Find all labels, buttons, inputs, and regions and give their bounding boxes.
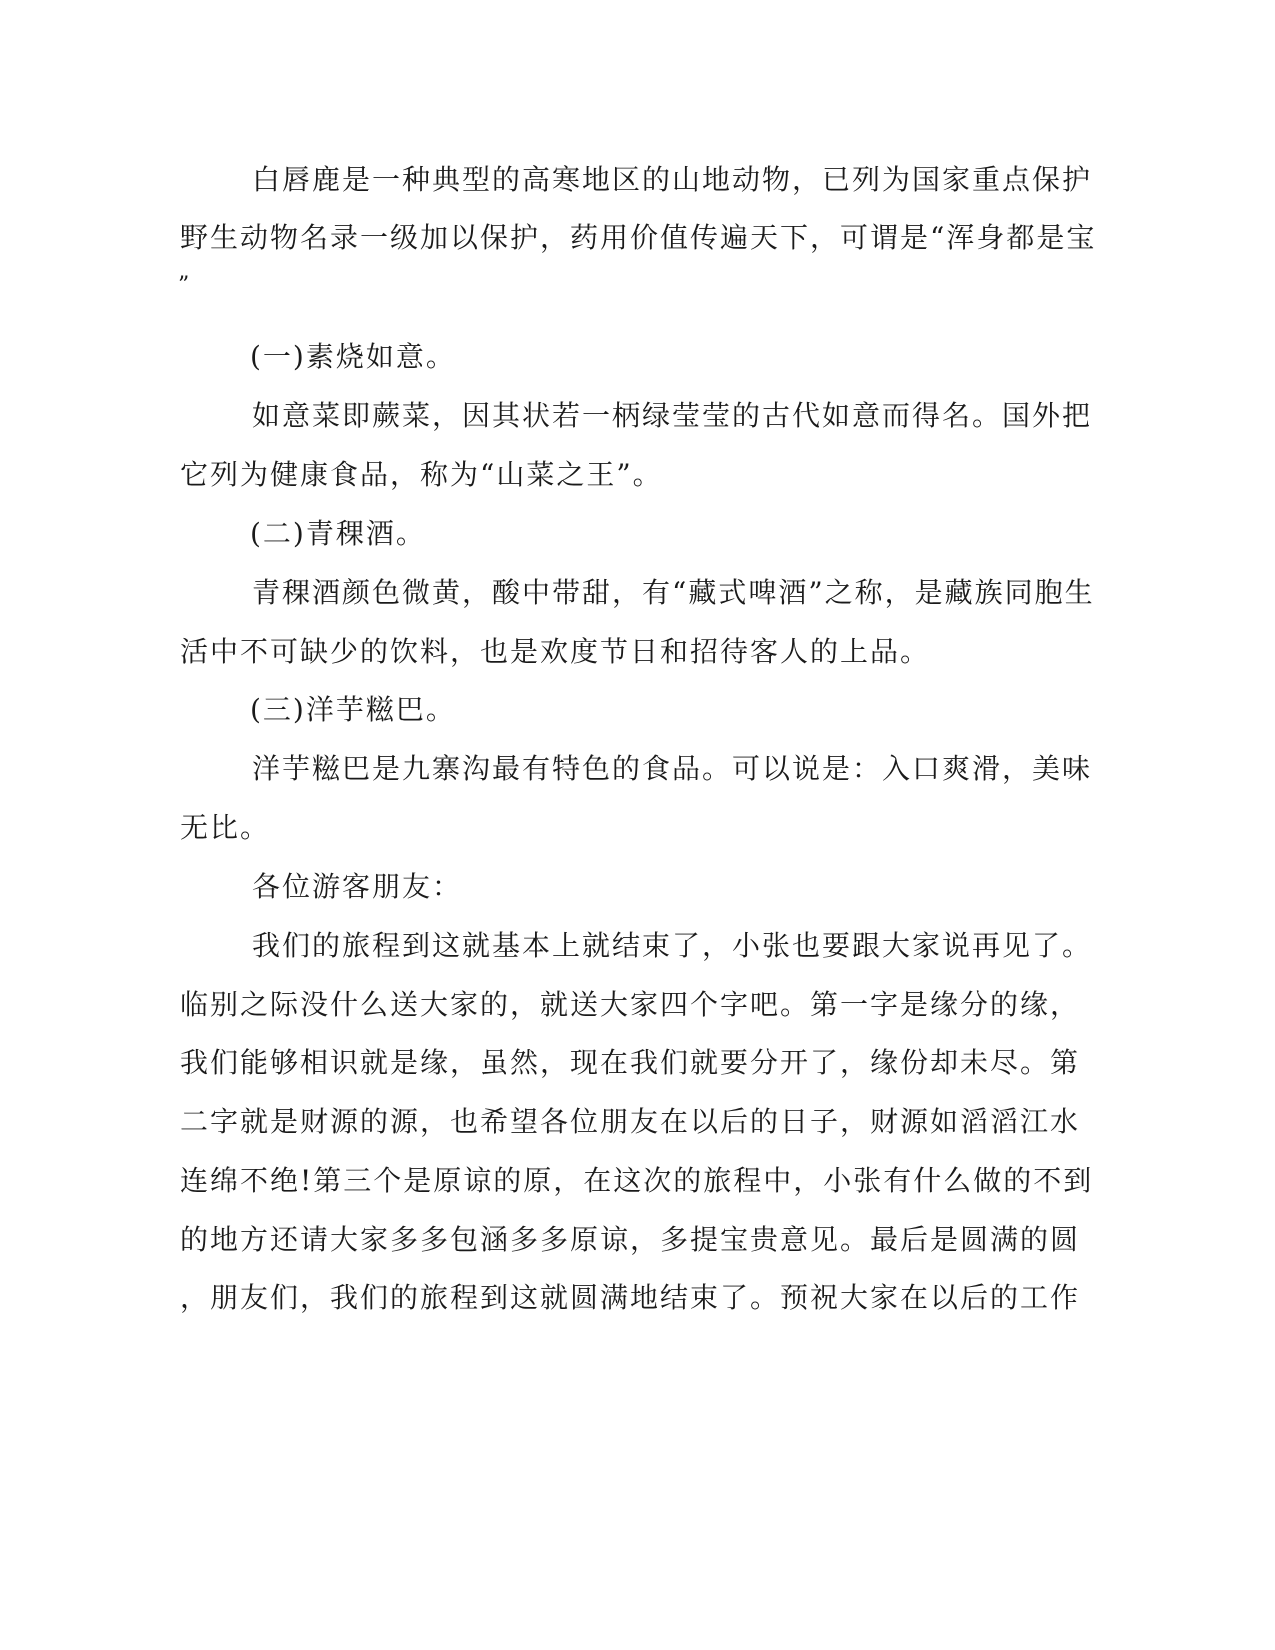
text-line: 临别之际没什么送大家的，就送大家四个字吧。第一字是缘分的缘， bbox=[180, 988, 1081, 1021]
text-line: 洋芋糍巴是九寨沟最有特色的食品。可以说是：入口爽滑，美味 bbox=[252, 752, 1093, 785]
text-line: 的地方还请大家多多包涵多多原谅，多提宝贵意见。最后是圆满的圆 bbox=[180, 1223, 1081, 1256]
text-line: 各位游客朋友： bbox=[252, 870, 463, 903]
section-heading: (一)素烧如意。 bbox=[250, 340, 456, 373]
section-heading: (二)青稞酒。 bbox=[250, 517, 426, 550]
text-line: 白唇鹿是一种典型的高寒地区的山地动物，已列为国家重点保护 bbox=[252, 163, 1093, 196]
text-line: 它列为健康食品，称为“山菜之王”。 bbox=[180, 458, 663, 491]
section-heading: (三)洋芋糍巴。 bbox=[250, 693, 456, 726]
text-line: 青稞酒颜色微黄，酸中带甜，有“藏式啤酒”之称，是藏族同胞生 bbox=[252, 576, 1095, 609]
text-line: 我们能够相识就是缘，虽然，现在我们就要分开了，缘份却未尽。第 bbox=[180, 1046, 1081, 1079]
text-line: ，朋友们，我们的旅程到这就圆满地结束了。预祝大家在以后的工作 bbox=[180, 1281, 1081, 1314]
text-line: ” bbox=[178, 273, 192, 298]
text-line: 连绵不绝!第三个是原谅的原，在这次的旅程中，小张有什么做的不到 bbox=[180, 1164, 1094, 1197]
text-line: 无比。 bbox=[180, 811, 271, 844]
text-line: 野生动物名录一级加以保护，药用价值传遍天下，可谓是“浑身都是宝 bbox=[180, 221, 1097, 254]
text-line: 我们的旅程到这就基本上就结束了，小张也要跟大家说再见了。 bbox=[252, 929, 1093, 962]
text-line: 如意菜即蕨菜，因其状若一柄绿莹莹的古代如意而得名。国外把 bbox=[252, 399, 1093, 432]
text-line: 活中不可缺少的饮料，也是欢度节日和招待客人的上品。 bbox=[180, 635, 931, 668]
text-line: 二字就是财源的源，也希望各位朋友在以后的日子，财源如滔滔江水 bbox=[180, 1105, 1081, 1138]
